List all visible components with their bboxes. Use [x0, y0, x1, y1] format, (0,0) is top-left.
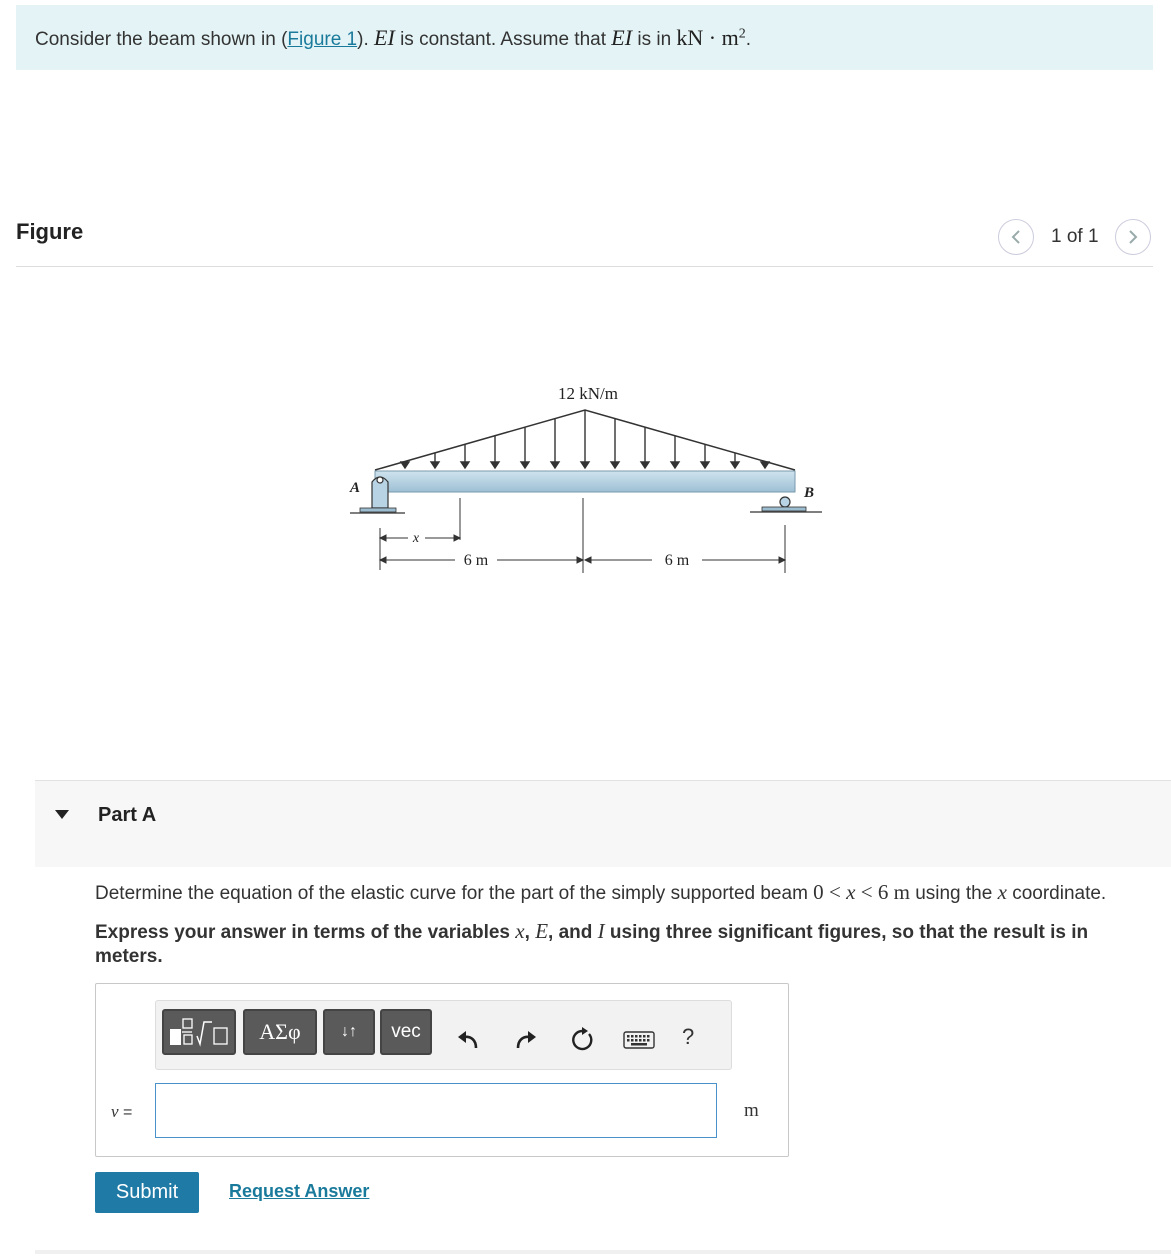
answer-variable-label: v = [111, 1102, 133, 1121]
chevron-right-icon [1128, 230, 1138, 244]
request-answer-link[interactable]: Request Answer [229, 1181, 370, 1201]
dim-left-label: 6 m [463, 552, 489, 569]
part-a-title[interactable]: Part A [98, 804, 157, 826]
chevron-left-icon [1011, 230, 1021, 244]
bottom-divider [35, 1250, 1171, 1254]
figure-heading: Figure [16, 219, 84, 244]
caret-down-icon[interactable] [55, 810, 69, 819]
figure-pager-label: 1 of 1 [1051, 226, 1099, 247]
part-a-header[interactable] [35, 780, 1171, 867]
prev-figure-button[interactable] [998, 219, 1034, 255]
label-a: A [350, 480, 361, 496]
templates-button[interactable] [162, 1009, 236, 1055]
load-arrows [401, 410, 769, 468]
label-b: B [804, 485, 815, 501]
next-figure-button[interactable] [1115, 219, 1151, 255]
units: kN · m [676, 25, 739, 50]
vector-button[interactable]: vec [380, 1009, 432, 1055]
question-text: Determine the equation of the elastic curve for the part of the simply supported beam 0 < x < 6 m using the x coordinate. [95, 880, 1107, 904]
reset-icon[interactable] [568, 1026, 596, 1054]
beam-diagram [330, 370, 840, 580]
greek-symbols-button[interactable]: ΑΣφ [243, 1009, 317, 1055]
ei-symbol: EI [374, 25, 395, 50]
keyboard-icon[interactable] [622, 1026, 656, 1054]
submit-button[interactable]: Submit [95, 1172, 199, 1213]
problem-statement: Consider the beam shown in (Figure 1). EI is constant. Assume that EI is in kN · $m^2$. [35, 25, 752, 50]
span-dimensions [380, 498, 785, 573]
answer-instruction: Express your answer in terms of the variables x, E, and I using three significant figures, so that the result is in meters. [95, 919, 1089, 967]
undo-icon[interactable] [454, 1026, 482, 1054]
help-icon[interactable]: ? [682, 1024, 695, 1049]
arrows-button[interactable]: ↓↑ [323, 1009, 375, 1055]
beam [375, 471, 795, 492]
answer-unit: m [744, 1100, 759, 1121]
label-x: x [412, 531, 420, 546]
answer-input[interactable] [155, 1083, 717, 1138]
dim-right-label: 6 m [664, 552, 690, 569]
figure-link[interactable]: Figure 1 [287, 29, 358, 50]
load-label: 12 kN/m [558, 384, 618, 403]
redo-icon[interactable] [512, 1026, 540, 1054]
figure-divider [16, 266, 1153, 267]
templates-icon [168, 1016, 230, 1048]
ei-symbol: EI [611, 25, 633, 50]
